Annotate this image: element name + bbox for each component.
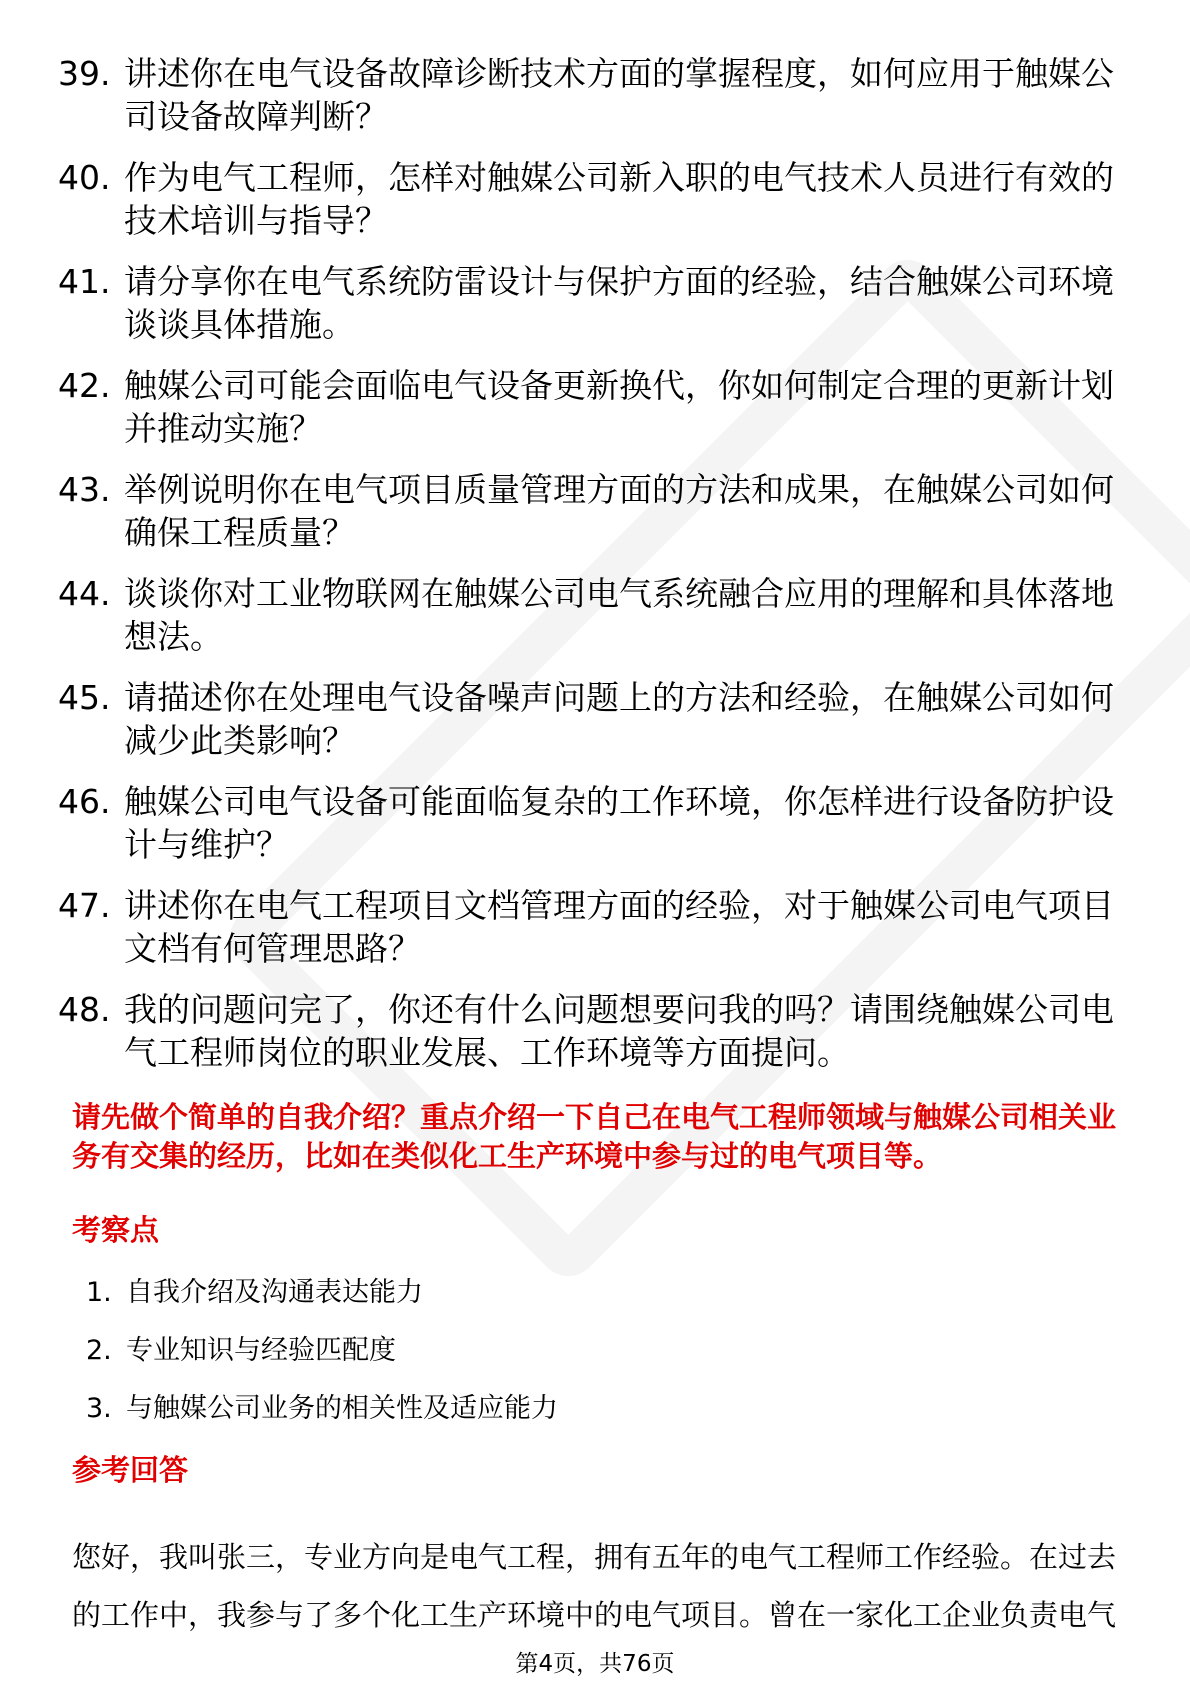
question-item — [58, 156, 1133, 242]
question-number: 41. — [58, 262, 111, 301]
question-number: 42. — [58, 366, 111, 405]
question-text: 讲述你在电气工程项目文档管理方面的经验，对于触媒公司电气项目文档有何管理思路？ — [124, 886, 1114, 968]
question-number: 47. — [58, 886, 111, 925]
question-item — [58, 260, 1133, 346]
evaluation-point — [86, 1275, 1086, 1333]
question-item — [58, 364, 1133, 450]
question-text: 讲述你在电气设备故障诊断技术方面的掌握程度，如何应用于触媒公司设备故障判断？ — [124, 54, 1114, 136]
point-number: 3. — [86, 1393, 112, 1424]
question-text: 请描述你在处理电气设备噪声问题上的方法和经验，在触媒公司如何减少此类影响？ — [124, 678, 1114, 760]
question-item — [58, 676, 1133, 762]
question-text: 请分享你在电气系统防雷设计与保护方面的经验，结合触媒公司环境谈谈具体措施。 — [124, 262, 1114, 344]
question-text: 触媒公司电气设备可能面临复杂的工作环境，你怎样进行设备防护设计与维护？ — [124, 782, 1114, 864]
question-number: 45. — [58, 678, 111, 717]
question-text: 举例说明你在电气项目质量管理方面的方法和成果，在触媒公司如何确保工程质量？ — [124, 470, 1114, 552]
question-number: 40. — [58, 158, 111, 197]
question-text: 作为电气工程师，怎样对触媒公司新入职的电气技术人员进行有效的技术培训与指导？ — [124, 158, 1114, 240]
question-text: 触媒公司可能会面临电气设备更新换代，你如何制定合理的更新计划并推动实施？ — [124, 366, 1114, 448]
question-number: 46. — [58, 782, 111, 821]
question-text: 我的问题问完了，你还有什么问题想要问我的吗？请围绕触媒公司电气工程师岗位的职业发展、工作环境等方面提问。 — [124, 990, 1114, 1072]
point-text: 与触媒公司业务的相关性及适应能力 — [126, 1393, 558, 1424]
evaluation-points — [86, 1275, 1086, 1449]
point-text: 自我介绍及沟通表达能力 — [126, 1277, 423, 1308]
point-number: 1. — [86, 1277, 112, 1308]
page-footer: 第4页，共76页 — [515, 1651, 675, 1677]
point-number: 2. — [86, 1335, 112, 1366]
kaocha-heading: 考察点 — [72, 1213, 160, 1247]
evaluation-point — [86, 1333, 1086, 1391]
question-number: 48. — [58, 990, 111, 1029]
reference-answer: 您好，我叫张三，专业方向是电气工程，拥有五年的电气工程师工作经验。在过去的工作中，我参与了多个化工生产环境中的电气项目。曾在一家化工企业负责电气 — [72, 1540, 1117, 1632]
question-item — [58, 988, 1133, 1074]
question-item — [58, 572, 1133, 658]
question-item — [58, 468, 1133, 554]
question-number: 44. — [58, 574, 111, 613]
question-item — [58, 884, 1133, 970]
intro-question: 请先做个简单的自我介绍？重点介绍一下自己在电气工程师领域与触媒公司相关业务有交集的经历，比如在类似化工生产环境中参与过的电气项目等。 — [72, 1100, 1117, 1173]
answer-heading: 参考回答 — [72, 1453, 189, 1487]
point-text: 专业知识与经验匹配度 — [126, 1335, 396, 1366]
question-list — [58, 52, 1133, 1092]
question-number: 39. — [58, 54, 111, 93]
question-item — [58, 780, 1133, 866]
question-text: 谈谈你对工业物联网在触媒公司电气系统融合应用的理解和具体落地想法。 — [124, 574, 1114, 656]
question-number: 43. — [58, 470, 111, 509]
evaluation-point — [86, 1391, 1086, 1449]
question-item — [58, 52, 1133, 138]
